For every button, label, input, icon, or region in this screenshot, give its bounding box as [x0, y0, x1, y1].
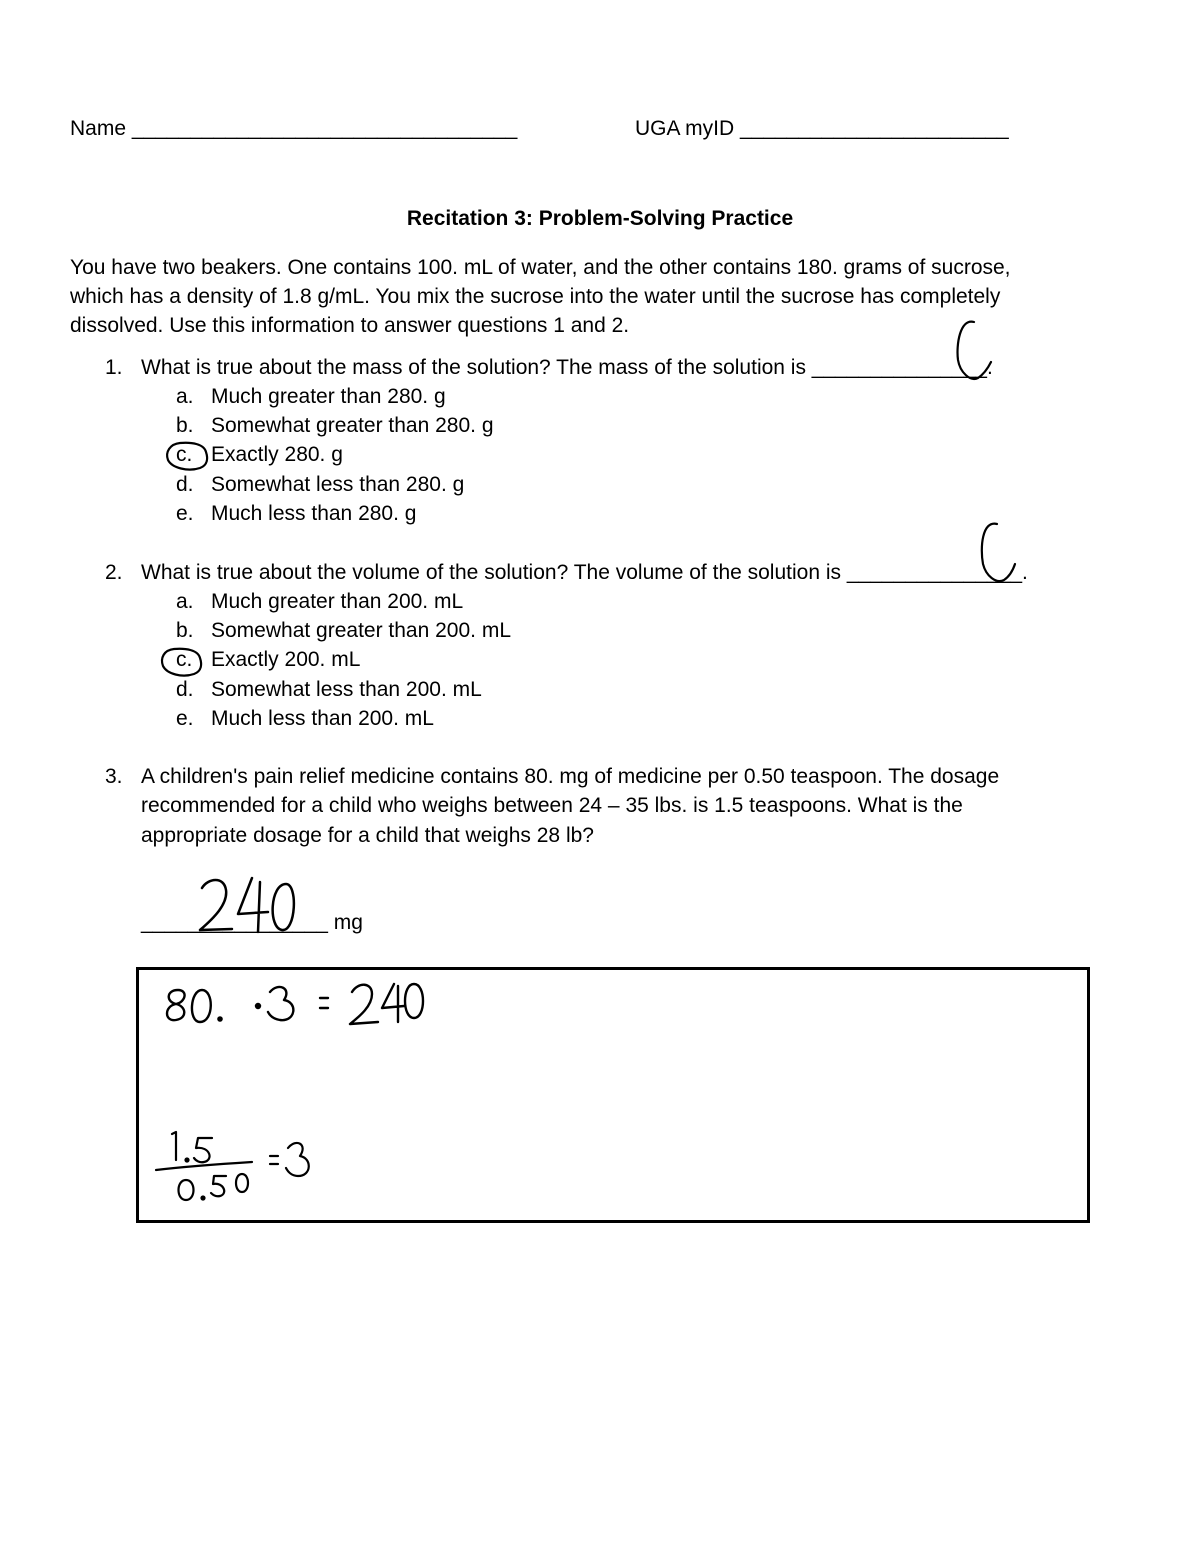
question-stem-line: recommended for a child who weighs between 24 – 35 lbs. is 1.5 teaspoons. What is the: [141, 794, 963, 817]
question-stem: What is true about the volume of the solution? The volume of the solution is _______________.: [141, 561, 1028, 584]
option-text: Much greater than 200. mL: [211, 590, 464, 613]
option-letter: b.: [176, 619, 194, 642]
name-label: Name: [70, 117, 127, 140]
circle-mark-q1: [167, 443, 207, 470]
myid-label: UGA myID: [635, 117, 735, 140]
option-letter: e.: [176, 707, 194, 730]
circle-mark-q2: [162, 649, 201, 676]
option-text: Somewhat greater than 280. g: [211, 414, 494, 437]
handwritten-work-fraction: [156, 1132, 309, 1200]
option-text: Somewhat less than 200. mL: [211, 678, 482, 701]
option-letter: d.: [176, 473, 194, 496]
handwritten-answer-q2: [982, 524, 1015, 581]
question-number: 2.: [105, 561, 123, 584]
handwritten-work-line1: [167, 984, 423, 1024]
option-text: Exactly 200. mL: [211, 648, 361, 671]
myid-blank: _______________________: [740, 117, 1009, 140]
option-letter: a.: [176, 590, 194, 613]
intro-line: which has a density of 1.8 g/mL. You mix the sucrose into the water until the sucrose has completely: [70, 285, 1001, 308]
question-stem-line: appropriate dosage for a child that weighs 28 lb?: [141, 824, 594, 847]
answer-unit: mg: [333, 911, 363, 934]
option-text: Somewhat greater than 200. mL: [211, 619, 512, 642]
option-letter-circled: c.: [176, 648, 193, 671]
option-text: Much less than 200. mL: [211, 707, 434, 730]
handwritten-answer-q3: [200, 878, 294, 932]
question-stem: What is true about the mass of the solution? The mass of the solution is _______________.: [141, 356, 993, 379]
option-text: Much less than 280. g: [211, 502, 417, 525]
question-number: 1.: [105, 356, 123, 379]
handwritten-answer-q1: [958, 322, 991, 379]
option-text: Much greater than 280. g: [211, 385, 446, 408]
question-stem-line: A children's pain relief medicine contains 80. mg of medicine per 0.50 teaspoon. The dosage: [141, 765, 1000, 788]
intro-line: You have two beakers. One contains 100. mL of water, and the other contains 180. grams of sucrose,: [70, 256, 1011, 279]
option-letter: e.: [176, 502, 194, 525]
name-blank: _________________________________: [131, 117, 518, 140]
intro-line: dissolved. Use this information to answer questions 1 and 2.: [70, 314, 630, 337]
option-text: Somewhat less than 280. g: [211, 473, 465, 496]
option-letter: a.: [176, 385, 194, 408]
page-title: Recitation 3: Problem-Solving Practice: [406, 207, 794, 230]
answer-blank: ________________: [141, 911, 328, 934]
option-text: Exactly 280. g: [211, 443, 343, 466]
option-letter: d.: [176, 678, 194, 701]
option-letter-circled: c.: [176, 443, 193, 466]
option-letter: b.: [176, 414, 194, 437]
question-number: 3.: [105, 765, 123, 788]
